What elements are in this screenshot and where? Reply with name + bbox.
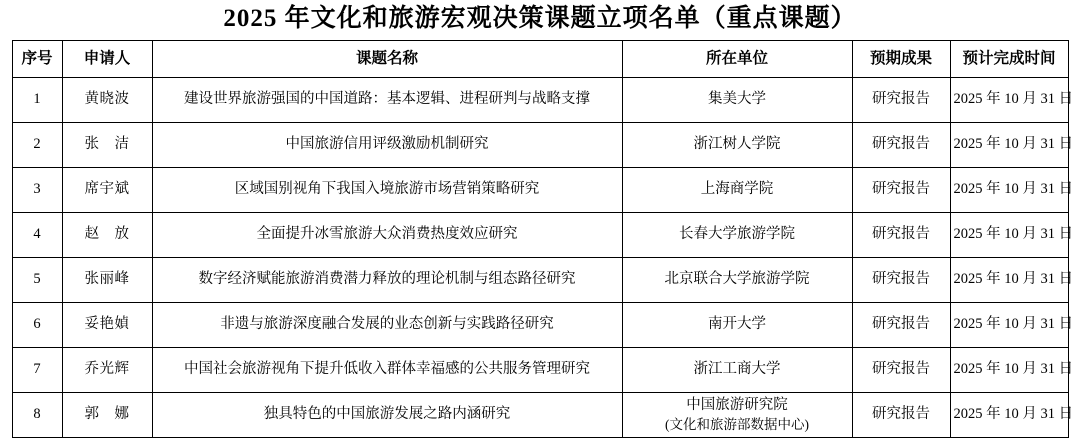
cell-topic: 区域国别视角下我国入境旅游市场营销策略研究 [152, 168, 622, 213]
cell-date: 2025 年 10 月 31 日 [950, 168, 1068, 213]
table-row [12, 168, 1068, 213]
cell-result: 研究报告 [852, 393, 950, 438]
cell-result: 研究报告 [852, 303, 950, 348]
table-row [12, 258, 1068, 303]
cell-applicant: 乔光辉 [62, 348, 152, 393]
cell-applicant: 赵 放 [62, 213, 152, 258]
cell-date: 2025 年 10 月 31 日 [950, 78, 1068, 123]
cell-result: 研究报告 [852, 168, 950, 213]
cell-seq: 2 [12, 123, 62, 168]
cell-date: 2025 年 10 月 31 日 [950, 393, 1068, 438]
cell-result: 研究报告 [852, 258, 950, 303]
cell-topic: 数字经济赋能旅游消费潜力释放的理论机制与组态路径研究 [152, 258, 622, 303]
cell-date: 2025 年 10 月 31 日 [950, 303, 1068, 348]
cell-seq: 8 [12, 393, 62, 438]
cell-seq: 1 [12, 78, 62, 123]
cell-unit: 长春大学旅游学院 [622, 213, 852, 258]
cell-applicant: 张丽峰 [62, 258, 152, 303]
cell-unit: 集美大学 [622, 78, 852, 123]
cell-unit: 浙江树人学院 [622, 123, 852, 168]
cell-applicant: 郭 娜 [62, 393, 152, 438]
cell-topic: 中国旅游信用评级激励机制研究 [152, 123, 622, 168]
table-header [12, 41, 1068, 78]
page-title: 2025 年文化和旅游宏观决策课题立项名单（重点课题） [223, 5, 857, 32]
table-row [12, 78, 1068, 123]
column-header-result: 预期成果 [852, 41, 950, 78]
cell-unit: 北京联合大学旅游学院 [622, 258, 852, 303]
cell-seq: 5 [12, 258, 62, 303]
cell-seq: 7 [12, 348, 62, 393]
cell-topic: 独具特色的中国旅游发展之路内涵研究 [152, 393, 622, 438]
table-row [12, 348, 1068, 393]
column-header-applicant: 申请人 [62, 41, 152, 78]
table-row [12, 393, 1068, 438]
cell-topic: 非遗与旅游深度融合发展的业态创新与实践路径研究 [152, 303, 622, 348]
cell-unit [622, 393, 852, 438]
cell-date: 2025 年 10 月 31 日 [950, 258, 1068, 303]
cell-unit: 南开大学 [622, 303, 852, 348]
column-header-unit: 所在单位 [622, 41, 852, 78]
cell-seq: 3 [12, 168, 62, 213]
cell-topic: 全面提升冰雪旅游大众消费热度效应研究 [152, 213, 622, 258]
project-list-table [12, 40, 1074, 438]
cell-date: 2025 年 10 月 31 日 [950, 123, 1068, 168]
column-header-date: 预计完成时间 [950, 41, 1068, 78]
column-header-seq: 序号 [12, 41, 62, 78]
cell-date: 2025 年 10 月 31 日 [950, 213, 1068, 258]
cell-result: 研究报告 [852, 348, 950, 393]
cell-applicant: 席宇斌 [62, 168, 152, 213]
cell-topic: 建设世界旅游强国的中国道路：基本逻辑、进程研判与战略支撑 [152, 78, 622, 123]
cell-seq: 4 [12, 213, 62, 258]
unit-line-1: 中国旅游研究院 [686, 397, 788, 414]
unit-line-2: (文化和旅游部数据中心) [665, 416, 809, 432]
cell-result: 研究报告 [852, 78, 950, 123]
cell-applicant: 张 洁 [62, 123, 152, 168]
cell-result: 研究报告 [852, 213, 950, 258]
table-header-row [12, 41, 1068, 78]
cell-unit: 上海商学院 [622, 168, 852, 213]
column-header-topic: 课题名称 [152, 41, 622, 78]
table-row [12, 303, 1068, 348]
table-body [12, 78, 1074, 438]
table-row [12, 213, 1068, 258]
table-row [12, 123, 1068, 168]
cell-unit: 浙江工商大学 [622, 348, 852, 393]
cell-seq: 6 [12, 303, 62, 348]
cell-topic: 中国社会旅游视角下提升低收入群体幸福感的公共服务管理研究 [152, 348, 622, 393]
cell-date: 2025 年 10 月 31 日 [950, 348, 1068, 393]
cell-applicant: 黄晓波 [62, 78, 152, 123]
cell-applicant: 妥艳媜 [62, 303, 152, 348]
cell-result: 研究报告 [852, 123, 950, 168]
